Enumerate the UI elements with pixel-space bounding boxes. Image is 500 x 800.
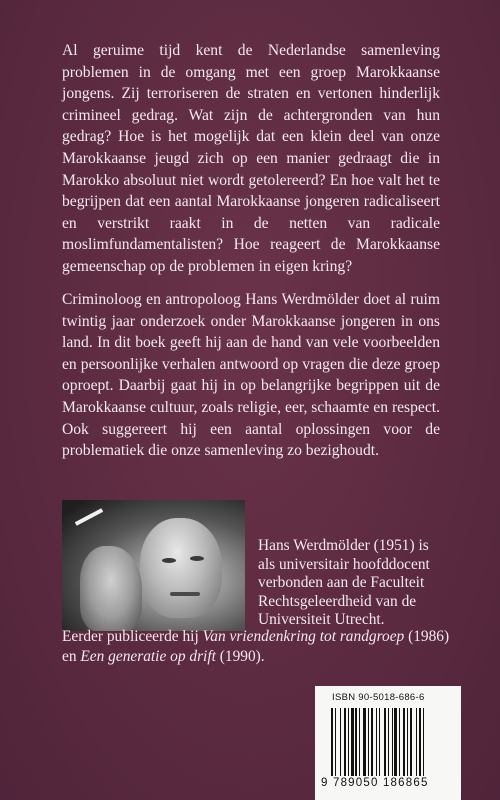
author-bio-line: Rechtsgeleerdheid van de: [258, 592, 417, 610]
author-bio-line: Hans Werdmölder (1951) is: [258, 537, 429, 554]
isbn-label: ISBN 90-5018-686-6: [332, 692, 425, 703]
author-bio-line: als universitair hoofddocent: [258, 555, 430, 573]
barcode-bar: [416, 708, 417, 776]
barcode-bar: [394, 708, 397, 776]
barcode-bar: [392, 708, 393, 776]
barcode-bar: [423, 708, 424, 776]
barcode-bar: [348, 708, 349, 776]
barcode: [331, 708, 449, 776]
earlier-work-title-2: Een generatie op drift: [80, 648, 216, 665]
barcode-bar: [368, 708, 369, 776]
barcode-bar: [363, 708, 366, 776]
barcode-bar: [410, 708, 412, 776]
earlier-work-year-2: (1990).: [219, 648, 265, 665]
ean-digits: 9 789050 186865: [321, 777, 429, 789]
isbn-barcode-box: [315, 686, 461, 800]
barcode-bar: [379, 708, 380, 776]
barcode-bar: [388, 708, 389, 776]
earlier-works: [62, 627, 462, 667]
author-bio-line: Universiteit Utrecht.: [258, 611, 385, 628]
barcode-bar: [419, 708, 421, 776]
blurb-paragraph-1: Al geruime tijd kent de Nederlandse samenleving problemen in de omgang met een groep Marokkaanse jongens. Zij terroriseren de straten en vertonen hinderlijk crimineel gedrag. Wat zijn de achtergronden van hun gedrag? Hoe is het mogelijk dat een klein deel van onze Marokkaanse jeugd zich op een manier gedraagt die in Marokko absoluut niet wordt getolereerd? En hoe valt het te begrijpen dat een aantal Marokkaanse jongeren radicaliseert en verstrikt raakt in de netten van radicale moslimfundamentalisten? Hoe reageert de Marokkaanse gemeenschap op de problemen in eigen kring?: [62, 42, 440, 275]
barcode-bar: [331, 708, 333, 776]
blurb-paragraph-2: Criminoloog en antropoloog Hans Werdmölder doet al ruim twintig jaar onderzoek onder Marokkaanse jongeren in ons land. In dit boek geeft hij aan de hand van vele voorbeelden en persoonlijke verhalen antwoord op vragen die deze groep oproept. Daarbij gaat hij in op belangrijke begrippen uit de Marokkaanse cultuur, zoals religie, eer, schaamte en respect. Ook suggereert hij een aantal oplossingen voor de problematiek die onze samenleving zo bezighoudt.: [62, 291, 440, 460]
barcode-bar: [376, 708, 377, 776]
barcode-bar: [344, 708, 346, 776]
barcode-bar: [359, 708, 360, 776]
barcode-bar: [407, 708, 408, 776]
barcode-bar: [335, 708, 336, 776]
barcode-bar: [384, 708, 386, 776]
earlier-works-prefix: Eerder publiceerde hij: [62, 628, 199, 645]
barcode-bar: [403, 708, 405, 776]
author-bio-line: verbonden aan de Faculteit: [258, 574, 425, 591]
author-bio: [258, 537, 458, 630]
barcode-bar: [399, 708, 400, 776]
earlier-works-joiner: en: [62, 648, 77, 665]
barcode-bar: [340, 708, 341, 776]
author-photo: [62, 500, 245, 631]
barcode-bar: [351, 708, 354, 776]
earlier-work-title-1: Van vriendenkring tot randgroep: [202, 628, 405, 645]
earlier-work-year-1: (1986): [408, 628, 450, 645]
barcode-bar: [355, 708, 357, 776]
barcode-bar: [371, 708, 373, 776]
